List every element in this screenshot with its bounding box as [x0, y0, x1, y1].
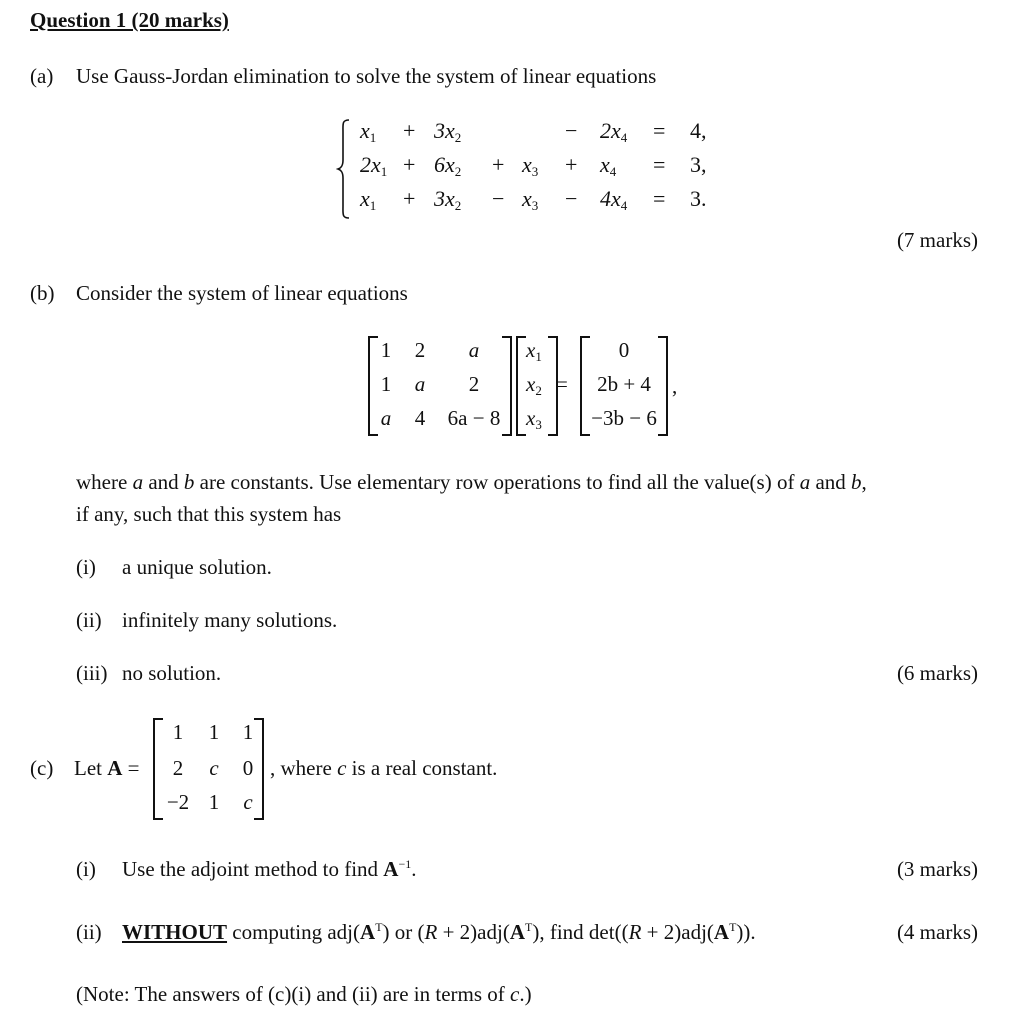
eq-operator: + — [403, 186, 416, 211]
where-text-3: are constants. Use elementary row operations to find all the value(s) of — [194, 470, 800, 494]
c-ii-text-2: ) or ( — [382, 920, 425, 944]
eq-operator: + — [403, 152, 416, 177]
c-i-end: . — [411, 857, 417, 881]
matrix-a-cell: 1 — [208, 720, 220, 744]
vector-x-cell — [526, 406, 542, 433]
vector-x-subscript: 3 — [535, 417, 542, 432]
matrix-symbol-a: A — [509, 920, 526, 944]
matrix-b-cell: 6a − 8 — [447, 406, 501, 430]
eq-term-subscript: 4 — [620, 130, 628, 145]
eq-term-var: x — [360, 186, 370, 211]
eq-term-subscript: 1 — [380, 164, 388, 179]
part-c-label: (c) — [30, 756, 54, 780]
part-b-label: (b) — [30, 281, 55, 305]
part-c-ii-number: (ii) — [76, 920, 102, 944]
eq-operator: − — [565, 118, 578, 143]
part-c-i-number: (i) — [76, 857, 96, 881]
part-b-where-line-2: if any, such that this system has — [76, 502, 342, 526]
matrix-b-cell: 2 — [468, 372, 480, 396]
eq-term-subscript: 4 — [609, 164, 617, 179]
let-text: Let — [74, 756, 108, 780]
part-b-text: Consider the system of linear equations — [76, 281, 408, 305]
eq-term — [434, 118, 461, 146]
matrix-symbol-a: A — [383, 857, 399, 881]
matrix-b-cell: a — [468, 338, 480, 362]
vector-x-var: x — [526, 406, 536, 430]
eq-equals: = — [653, 186, 666, 211]
eq-term-subscript: 1 — [369, 130, 377, 145]
where-text-5: , — [861, 470, 867, 494]
matrix-b-cell: a — [380, 406, 392, 430]
vector-x-var: x — [526, 338, 536, 362]
eq-term-subscript: 2 — [454, 164, 462, 179]
part-a-marks: (7 marks) — [896, 228, 978, 252]
eq-term — [522, 186, 538, 214]
eq-rhs: 4, — [690, 118, 707, 143]
transpose-superscript: T — [729, 920, 737, 934]
after-text-1: , where — [270, 756, 338, 780]
eq-rhs: 3. — [690, 186, 707, 211]
matrix-a-cell: c — [209, 756, 219, 780]
c-ii-text-6: )). — [736, 920, 756, 944]
matrix-b-cell: 1 — [380, 338, 392, 362]
item-i-number: (i) — [76, 555, 96, 579]
var-r: R — [424, 920, 438, 944]
matrix-b-right-bracket — [502, 336, 512, 436]
eq-term-var: 3x — [434, 186, 455, 211]
part-b-where-line — [76, 470, 867, 495]
matrix-equals: = — [556, 372, 568, 396]
eq-term-subscript: 2 — [454, 198, 462, 213]
matrix-symbol-a: A — [107, 756, 123, 780]
rhs-b-cell: −3b − 6 — [591, 406, 657, 430]
var-r: R — [628, 920, 642, 944]
eq-term — [360, 118, 376, 146]
note-text-1: (Note: The answers of (c)(i) and (ii) are in terms of — [76, 982, 511, 1006]
matrix-b-cell: 1 — [380, 372, 392, 396]
eq-term-var: 4x — [600, 186, 621, 211]
item-iii-number: (iii) — [76, 661, 108, 685]
vector-x-subscript: 1 — [535, 349, 542, 364]
matrix-a-cell: 1 — [242, 720, 254, 744]
matrix-c-right-bracket — [254, 718, 264, 820]
where-text-2: and — [143, 470, 184, 494]
transpose-superscript: T — [375, 920, 383, 934]
matrix-a-cell: 2 — [172, 756, 184, 780]
part-c-ii-marks: (4 marks) — [896, 920, 978, 944]
rhs-left-bracket — [580, 336, 590, 436]
part-c-after — [270, 756, 497, 781]
matrix-a-cell: −2 — [166, 790, 190, 814]
c-ii-text-1: computing adj( — [227, 920, 361, 944]
eq-term — [360, 152, 387, 180]
c-ii-text-5: + 2)adj( — [641, 920, 714, 944]
var-c: c — [510, 982, 520, 1006]
item-iii-text: no solution. — [122, 661, 222, 685]
note-text-2: .) — [519, 982, 532, 1006]
part-c-let — [74, 756, 140, 781]
eq-rhs: 3, — [690, 152, 707, 177]
eq-term — [434, 186, 461, 214]
c-i-text: Use the adjoint method to find — [122, 857, 384, 881]
rhs-b-cell: 0 — [618, 338, 630, 362]
eq-term — [360, 186, 376, 214]
vector-x-var: x — [526, 372, 536, 396]
rhs-b-cell: 2b + 4 — [597, 372, 651, 396]
item-ii-number: (ii) — [76, 608, 102, 632]
eq-term — [600, 186, 627, 214]
eq-operator: − — [565, 186, 578, 211]
eq-operator: + — [565, 152, 578, 177]
eq-term-var: 6x — [434, 152, 455, 177]
eq-term-subscript: 3 — [531, 198, 539, 213]
inverse-superscript: −1 — [398, 857, 412, 871]
eq-equals: = — [653, 152, 666, 177]
eq-term-subscript: 2 — [454, 130, 462, 145]
part-a-text: Use Gauss-Jordan elimination to solve the system of linear equations — [76, 64, 657, 88]
matrix-a-cell: c — [243, 790, 253, 814]
transpose-superscript: T — [525, 920, 533, 934]
matrix-b-cell: 2 — [414, 338, 426, 362]
part-b-marks: (6 marks) — [896, 661, 978, 685]
eq-operator: + — [492, 152, 505, 177]
eq-term — [434, 152, 461, 180]
eq-term-var: 2x — [600, 118, 621, 143]
matrix-b-cell: a — [414, 372, 426, 396]
eq-term-var: 3x — [434, 118, 455, 143]
after-text-2: is a real constant. — [346, 756, 498, 780]
without-emphasis: WITHOUT — [122, 920, 228, 944]
eq-term-var: x — [360, 118, 370, 143]
var-b: b — [851, 470, 862, 494]
part-c-note — [76, 982, 532, 1007]
vector-x-cell — [526, 372, 542, 399]
eq-equals: = — [653, 118, 666, 143]
matrix-a-cell: 0 — [242, 756, 254, 780]
eq-term — [600, 118, 627, 146]
eq-term-var: x — [522, 152, 532, 177]
part-a-label: (a) — [30, 64, 54, 88]
eq-term-subscript: 1 — [369, 198, 377, 213]
var-a: a — [132, 470, 144, 494]
c-ii-text-3: + 2)adj( — [437, 920, 510, 944]
matrix-a-cell: 1 — [172, 720, 184, 744]
matrix-trailing-comma: , — [672, 374, 678, 398]
eq-operator: − — [492, 186, 505, 211]
let-equals: = — [122, 756, 140, 780]
matrix-symbol-a: A — [360, 920, 376, 944]
eq-term-var: 2x — [360, 152, 381, 177]
part-c-i-text — [122, 857, 417, 882]
var-c: c — [337, 756, 347, 780]
part-c-i-marks: (3 marks) — [896, 857, 978, 881]
eq-term-subscript: 3 — [531, 164, 539, 179]
eq-term — [522, 152, 538, 180]
rhs-right-bracket — [658, 336, 668, 436]
vector-x-subscript: 2 — [535, 383, 542, 398]
matrix-b-left-bracket — [368, 336, 378, 436]
eq-term-var: x — [522, 186, 532, 211]
eq-term-subscript: 4 — [620, 198, 628, 213]
matrix-c-left-bracket — [153, 718, 163, 820]
var-a: a — [799, 470, 811, 494]
eq-term-var: x — [600, 152, 610, 177]
eq-term — [600, 152, 616, 180]
where-text-1: where — [76, 470, 133, 494]
c-ii-text-4: ), find det(( — [532, 920, 629, 944]
where-text-4: and — [810, 470, 852, 494]
var-b: b — [183, 470, 195, 494]
system-brace — [336, 118, 352, 220]
item-i-text: a unique solution. — [122, 555, 272, 579]
item-ii-text: infinitely many solutions. — [122, 608, 338, 632]
part-c-ii-text — [122, 920, 756, 945]
matrix-symbol-a: A — [713, 920, 730, 944]
vector-x-cell — [526, 338, 542, 365]
matrix-a-cell: 1 — [208, 790, 220, 814]
question-title: Question 1 (20 marks) — [30, 8, 229, 32]
matrix-b-cell: 4 — [414, 406, 426, 430]
eq-operator: + — [403, 118, 416, 143]
vector-x-left-bracket — [516, 336, 526, 436]
